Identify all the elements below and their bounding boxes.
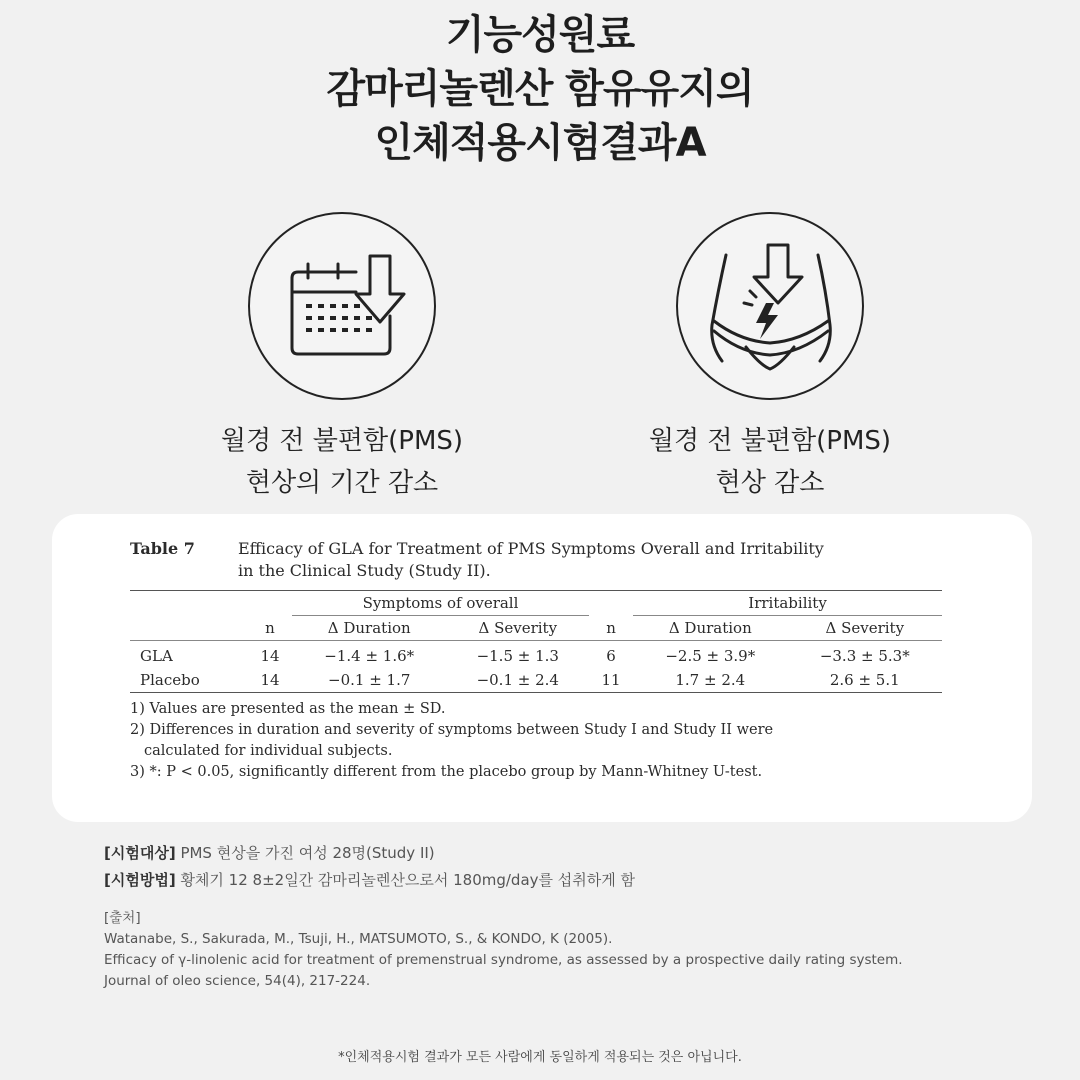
- title-line-2: 감마리놀렌산 함유유지의: [326, 66, 754, 112]
- table-cell: −2.5 ± 3.9*: [665, 647, 756, 665]
- group-header-irritability: Irritability: [633, 591, 942, 616]
- group-header-overall: Symptoms of overall: [292, 591, 589, 616]
- study-method-tag: [시험방법]: [104, 871, 176, 889]
- feature-circle: [248, 212, 436, 400]
- column-header: n: [248, 616, 292, 641]
- study-subject: [104, 840, 1064, 867]
- study-subject-text: PMS 현상을 가진 여성 28명(Study II): [175, 844, 435, 862]
- group-header-row: [130, 591, 942, 616]
- row-label: GLA: [140, 647, 173, 665]
- table-cell: −1.5 ± 1.3: [476, 647, 559, 665]
- table-cell: −1.4 ± 1.6*: [324, 647, 415, 665]
- table-caption-text: [238, 538, 950, 582]
- column-header: Δ Severity: [446, 616, 589, 641]
- table-cell: −3.3 ± 5.3*: [819, 647, 910, 665]
- feature-label-line-1: 월경 전 불편함(PMS): [648, 426, 892, 456]
- study-info: [104, 840, 1064, 894]
- source-citation: [104, 908, 1064, 992]
- feature-label: [142, 420, 542, 504]
- table-cell: 14: [260, 671, 280, 689]
- table-cell: 11: [601, 671, 621, 689]
- table-row: [130, 668, 942, 693]
- table-note: 2) Differences in duration and severity of symptoms between Study I and Study II were: [130, 722, 774, 738]
- source-heading: [출처]: [104, 910, 141, 926]
- study-subject-tag: [시험대상]: [104, 844, 176, 862]
- source-line-3: Journal of oleo science, 54(4), 217-224.: [104, 973, 371, 989]
- feature-label: [570, 420, 970, 504]
- column-header-row: [130, 616, 942, 641]
- feature-circle: [676, 212, 864, 400]
- source-line-1: Watanabe, S., Sakurada, M., Tsuji, H., MATSUMOTO, S., & KONDO, K (2005).: [104, 931, 613, 947]
- column-header: Δ Duration: [292, 616, 446, 641]
- column-header: Δ Severity: [788, 616, 942, 641]
- feature-symptom: [570, 212, 970, 504]
- abdomen-down-arrow-icon: [700, 241, 840, 371]
- results-table: [130, 590, 942, 693]
- disclaimer: *인체적용시험 결과가 모든 사람에게 동일하게 적용되는 것은 아닙니다.: [338, 1050, 742, 1065]
- table-note: calculated for individual subjects.: [144, 743, 393, 759]
- calendar-down-arrow-icon: [272, 246, 412, 366]
- column-header: Δ Duration: [633, 616, 787, 641]
- table-cell: −0.1 ± 2.4: [476, 671, 559, 689]
- table-row: [130, 641, 942, 669]
- caption-line-1: Efficacy of GLA for Treatment of PMS Symptoms Overall and Irritability: [238, 539, 824, 558]
- study-table-card: [52, 514, 1032, 822]
- title-line-1: 기능성원료: [445, 12, 635, 58]
- row-label: Placebo: [140, 671, 200, 689]
- page-title: [0, 8, 1080, 170]
- feature-label-line-2: 현상의 기간 감소: [245, 468, 439, 498]
- caption-line-2: in the Clinical Study (Study II).: [238, 561, 491, 580]
- study-method: [104, 867, 1064, 894]
- table-cell: 1.7 ± 2.4: [675, 671, 746, 689]
- study-table: [130, 538, 950, 783]
- title-line-3: 인체적용시험결과A: [374, 120, 706, 166]
- table-notes: [130, 699, 950, 783]
- column-header: n: [589, 616, 633, 641]
- table-cell: −0.1 ± 1.7: [328, 671, 411, 689]
- feature-label-line-2: 현상 감소: [715, 468, 825, 498]
- table-cell: 6: [606, 647, 616, 665]
- study-method-text: 황체기 12 8±2일간 감마리놀렌산으로서 180mg/day를 섭취하게 함: [175, 871, 636, 889]
- feature-duration: [142, 212, 542, 504]
- table-note: 1) Values are presented as the mean ± SD.: [130, 701, 446, 717]
- table-label: Table 7: [130, 539, 195, 558]
- table-caption: [130, 538, 950, 582]
- table-cell: 14: [260, 647, 280, 665]
- table-cell: 2.6 ± 5.1: [829, 671, 900, 689]
- source-line-2: Efficacy of γ-linolenic acid for treatment of premenstrual syndrome, as assessed by a prospective daily rating system.: [104, 952, 903, 968]
- feature-label-line-1: 월경 전 불편함(PMS): [220, 426, 464, 456]
- table-note: 3) *: P < 0.05, significantly different from the placebo group by Mann-Whitney U-test.: [130, 764, 763, 780]
